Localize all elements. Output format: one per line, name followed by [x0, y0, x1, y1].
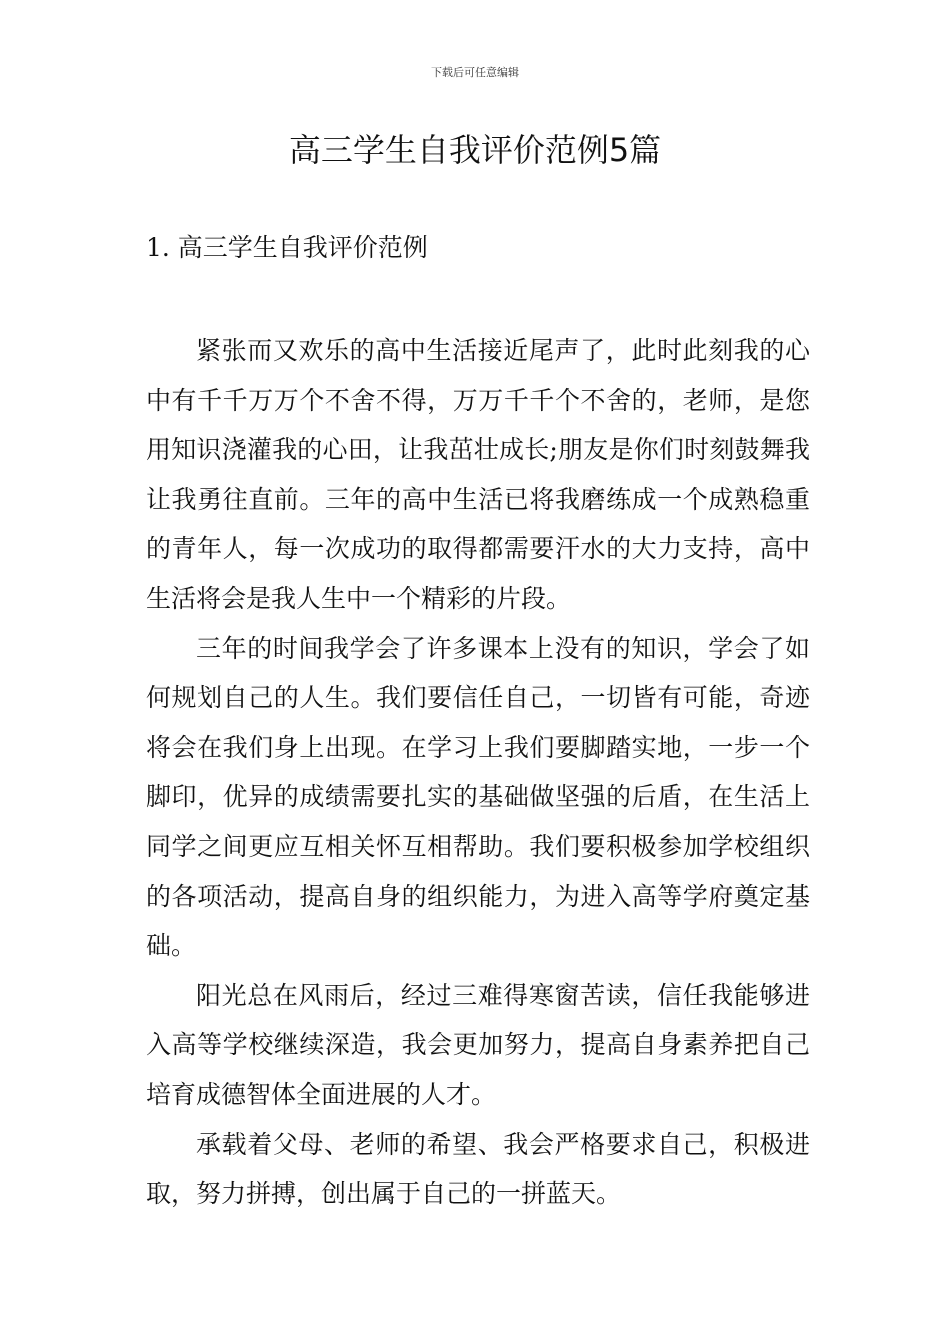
body-text	[146, 326, 810, 1219]
page-header-note: 下载后可任意编辑	[431, 66, 519, 79]
document-title: 高三学生自我评价范例5篇	[288, 131, 662, 169]
paragraph-2: 三年的时间我学会了许多课本上没有的知识，学会了如何规划自己的人生。我们要信任自己，一切皆有可能，奇迹将会在我们身上出现。在学习上我们要脚踏实地，一步一个脚印，优异的成绩需要扎实的基础做坚强的后盾，在生活上同学之间更应互相关怀互相帮助。我们要积极参加学校组织的各项活动，提高自身的组织能力，为进入高等学府奠定基础。	[146, 633, 810, 961]
paragraph-4: 承载着父母、老师的希望、我会严格要求自己，积极进取，努力拼搏，创出属于自己的一拼蓝天。	[146, 1129, 810, 1209]
section-heading: 1. 高三学生自我评价范例	[146, 233, 428, 262]
paragraph-3: 阳光总在风雨后，经过三难得寒窗苦读，信任我能够进入高等学校继续深造，我会更加努力，提高自身素养把自己培育成德智体全面进展的人才。	[146, 980, 810, 1109]
paragraph-1: 紧张而又欢乐的高中生活接近尾声了，此时此刻我的心中有千千万万个不舍不得，万万千千个不舍的，老师，是您用知识浇灌我的心田，让我茁壮成长;朋友是你们时刻鼓舞我让我勇往直前。三年的高中生活已将我磨练成一个成熟稳重的青年人，每一次成功的取得都需要汗水的大力支持，高中生活将会是我人生中一个精彩的片段。	[146, 336, 810, 613]
